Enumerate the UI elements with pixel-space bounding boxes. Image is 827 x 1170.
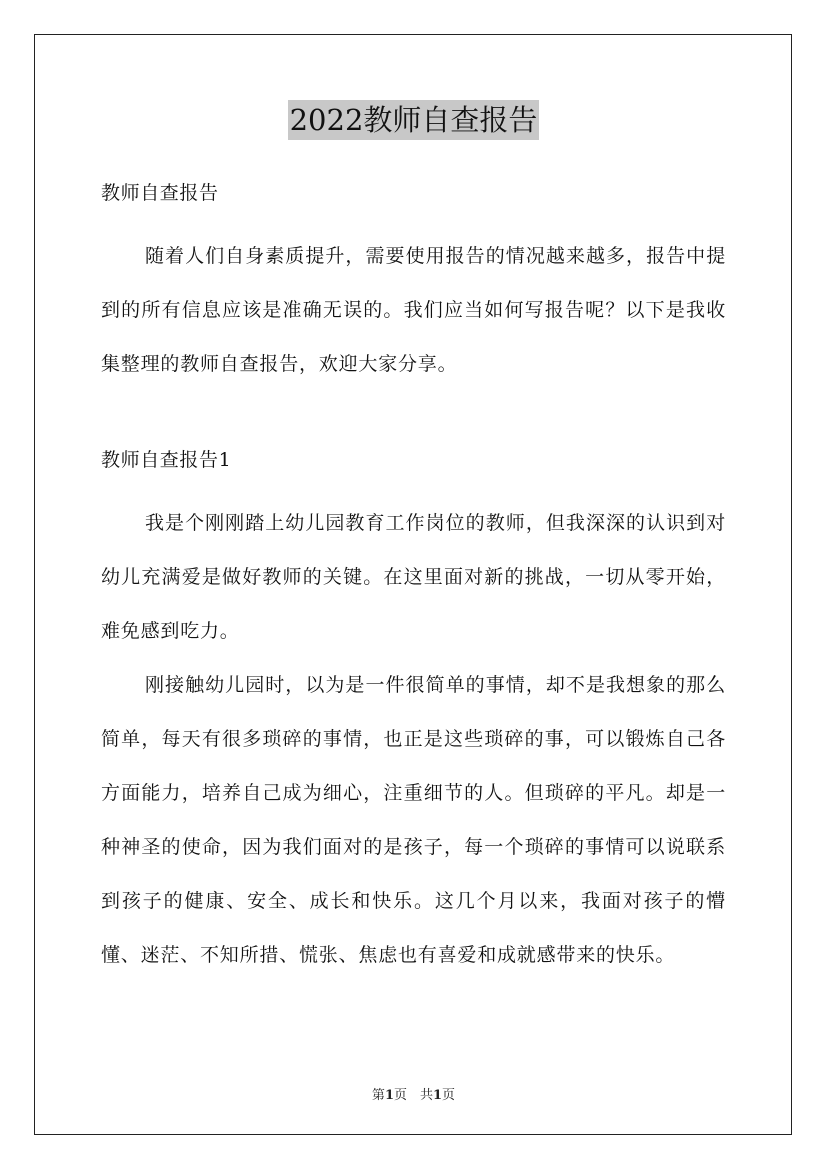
footer-current-page: 1 xyxy=(384,1088,394,1103)
document-subtitle: 教师自查报告 xyxy=(101,182,219,204)
spacer xyxy=(101,478,726,496)
spacer xyxy=(101,211,726,229)
footer-mid: 页 共 xyxy=(393,1088,433,1103)
document-title: 2022教师自查报告 xyxy=(288,100,540,140)
document-body xyxy=(101,176,726,982)
footer-prefix: 第 xyxy=(371,1088,385,1103)
footer-total-pages: 1 xyxy=(433,1088,443,1103)
title-container xyxy=(0,100,827,140)
body-paragraph: 我是个刚刚踏上幼儿园教育工作岗位的教师，但我深深的认识到对幼儿充满爱是做好教师的关键。在这里面对新的挑战，一切从零开始，难免感到吃力。 xyxy=(101,512,726,642)
spacer xyxy=(101,391,726,443)
body-paragraph: 刚接触幼儿园时，以为是一件很简单的事情，却不是我想象的那么简单，每天有很多琐碎的事情，也正是这些琐碎的事，可以锻炼自己各方面能力，培养自己成为细心，注重细节的人。但琐碎的平凡。却是一种神圣的使命，因为我们面对的是孩子，每一个琐碎的事情可以说联系到孩子的健康、安全、成长和快乐。这几个月以来，我面对孩子的懵懂、迷茫、不知所措、慌张、焦虑也有喜爱和成就感带来的快乐。 xyxy=(101,674,726,966)
page-footer xyxy=(0,1084,827,1103)
footer-suffix: 页 xyxy=(442,1088,456,1103)
intro-paragraph: 随着人们自身素质提升，需要使用报告的情况越来越多，报告中提到的所有信息应该是准确无误的。我们应当如何写报告呢？以下是我收集整理的教师自查报告，欢迎大家分享。 xyxy=(101,245,726,375)
section-heading: 教师自查报告1 xyxy=(101,449,232,471)
